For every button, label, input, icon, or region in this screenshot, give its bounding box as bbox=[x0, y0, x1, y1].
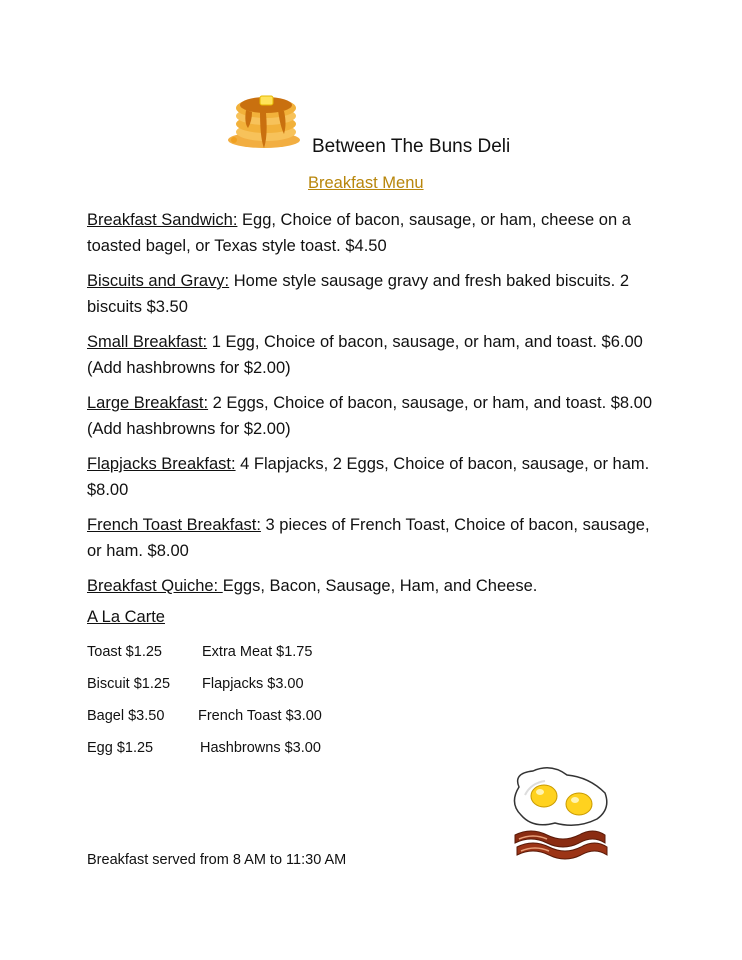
pancake-stack-icon bbox=[226, 88, 310, 158]
a-la-carte-item: Hashbrowns $3.00 bbox=[200, 740, 321, 756]
a-la-carte-item: Flapjacks $3.00 bbox=[202, 676, 304, 692]
menu-item-description: 3 pieces of French Toast, Choice of bacon, sausage, or ham. $8.00 bbox=[87, 516, 650, 560]
menu-item-name: Large Breakfast: bbox=[87, 394, 209, 412]
a-la-carte-item: French Toast $3.00 bbox=[198, 708, 322, 724]
breakfast-menu-heading: Breakfast Menu bbox=[308, 174, 424, 192]
a-la-carte-heading: A La Carte bbox=[87, 608, 165, 626]
menu-item-description: 2 Eggs, Choice of bacon, sausage, or ham, and toast. $8.00 (Add hashbrowns for $2.00) bbox=[87, 394, 653, 438]
menu-item-name: Flapjacks Breakfast: bbox=[87, 455, 236, 473]
menu-item-name: Breakfast Sandwich: bbox=[87, 211, 238, 229]
a-la-carte-item: Toast $1.25 bbox=[87, 644, 162, 660]
a-la-carte-item: Egg $1.25 bbox=[87, 740, 154, 756]
eggs-and-bacon-icon bbox=[505, 765, 615, 870]
a-la-carte-item: Extra Meat $1.75 bbox=[202, 644, 313, 660]
deli-title: Between The Buns Deli bbox=[312, 136, 511, 157]
menu-item-description: Egg, Choice of bacon, sausage, or ham, cheese on a toasted bagel, or Texas style toast. $4.50 bbox=[87, 211, 631, 255]
a-la-carte-item: Biscuit $1.25 bbox=[87, 676, 171, 692]
menu-item bbox=[87, 390, 667, 442]
menu-item bbox=[87, 451, 667, 503]
menu-item-description: Home style sausage gravy and fresh baked biscuits. 2 biscuits $3.50 bbox=[87, 272, 630, 316]
menu-item bbox=[87, 573, 667, 599]
menu-item-name: Breakfast Quiche: bbox=[87, 577, 223, 595]
menu-item-name: Biscuits and Gravy: bbox=[87, 272, 230, 290]
menu-item-list bbox=[87, 207, 667, 608]
menu-item-name: Small Breakfast: bbox=[87, 333, 208, 351]
menu-item bbox=[87, 207, 667, 259]
a-la-carte-item: Bagel $3.50 bbox=[87, 708, 165, 724]
menu-item bbox=[87, 512, 667, 564]
menu-item-description: Eggs, Bacon, Sausage, Ham, and Cheese. bbox=[222, 577, 538, 595]
menu-item bbox=[87, 329, 667, 381]
service-hours-note: Breakfast served from 8 AM to 11:30 AM bbox=[87, 852, 347, 868]
menu-item-description: 4 Flapjacks, 2 Eggs, Choice of bacon, sausage, or ham. $8.00 bbox=[87, 455, 650, 499]
menu-item-name: French Toast Breakfast: bbox=[87, 516, 261, 534]
menu-item bbox=[87, 268, 667, 320]
menu-item-description: 1 Egg, Choice of bacon, sausage, or ham, and toast. $6.00 (Add hashbrowns for $2.00) bbox=[87, 333, 643, 377]
